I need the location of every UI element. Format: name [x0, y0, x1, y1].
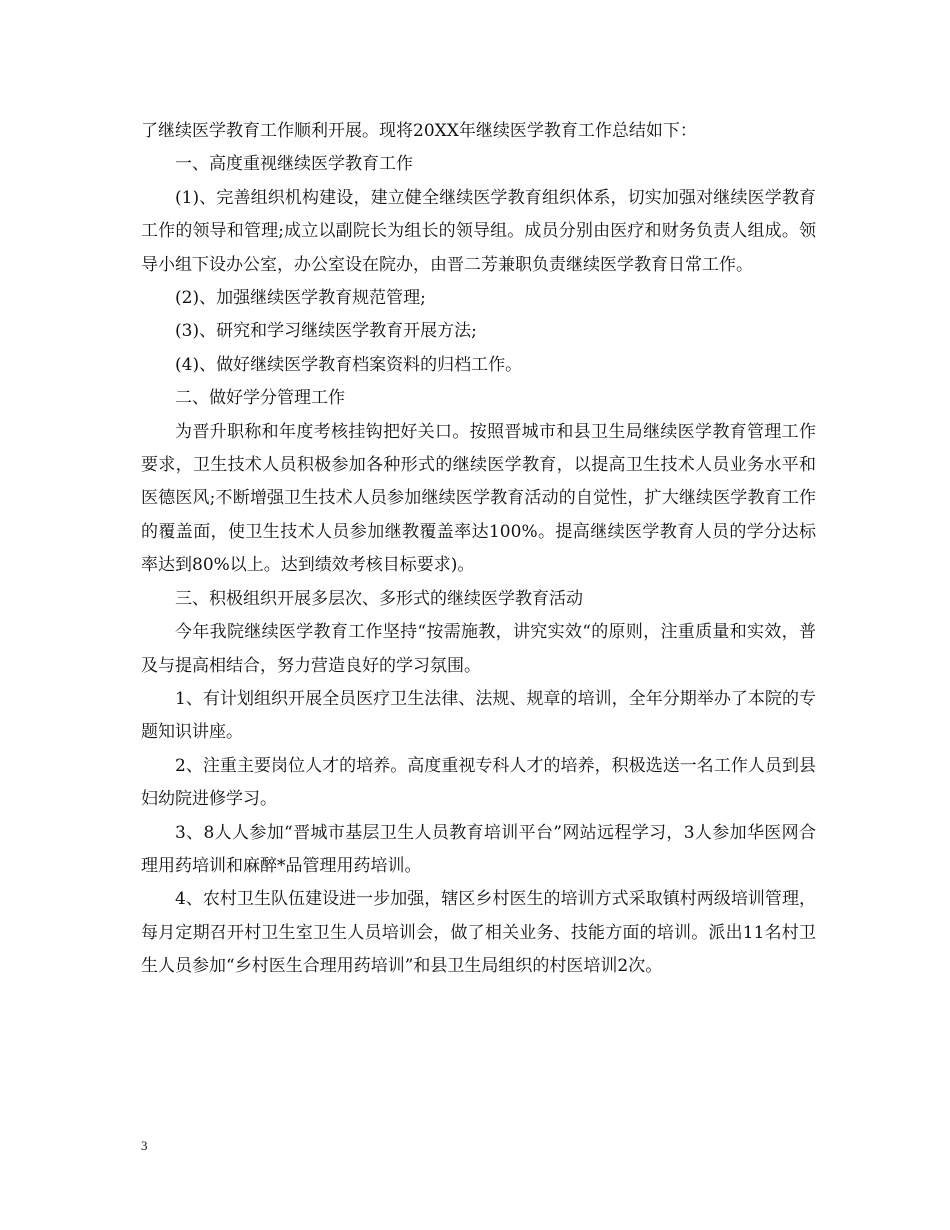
paragraph-item-1: (1)、完善组织机构建设，建立健全继续医学教育组织体系，切实加强对继续医学教育工作的领导和管理;成立以副院长为组长的领导组。成员分别由医疗和财务负责人组成。领导小组下设办公室，办公室设在院办，由晋二芳兼职负责继续医学教育日常工作。: [141, 187, 816, 275]
paragraph-item-4: (4)、做好继续医学教育档案资料的归档工作。: [175, 354, 523, 375]
paragraph-item-2: (2)、加强继续医学教育规范管理;: [175, 288, 426, 309]
paragraph-activity-3: 3、8人人参加“晋城市基层卫生人员教育培训平台”网站远程学习，3人参加华医网合理用药培训和麻醉*品管理用药培训。: [141, 822, 816, 876]
paragraph-intro: 了继续医学教育工作顺利开展。现将20XX年继续医学教育工作总结如下：: [141, 121, 697, 141]
section-heading-2: 二、做好学分管理工作: [175, 388, 345, 409]
section-heading-1: 一、高度重视继续医学教育工作: [175, 154, 413, 175]
paragraph-activity-4: 4、农村卫生队伍建设进一步加强，辖区乡村医生的培训方式采取镇村两级培训管理，每月定期召开村卫生室卫生人员培训会，做了相关业务、技能方面的培训。派出11名村卫生人员参加“乡村医生合理用药培训”和县卫生局组织的村医培训2次。: [141, 889, 816, 977]
page-number: 3: [141, 1138, 148, 1153]
paragraph-credit-management: 为晋升职称和年度考核挂钩把好关口。按照晋城市和县卫生局继续医学教育管理工作要求，卫生技术人员积极参加各种形式的继续医学教育，以提高卫生技术人员业务水平和医德医风;不断增强卫生技术人员参加继续医学教育活动的自觉性，扩大继续医学教育工作的覆盖面，使卫生技术人员参加继教覆盖率达100%。提高继续医学教育人员的学分达标率达到80%以上。达到绩效考核目标要求)。: [141, 421, 816, 576]
paragraph-item-3: (3)、研究和学习继续医学教育开展方法;: [175, 321, 477, 342]
paragraph-activity-1: 1、有计划组织开展全员医疗卫生法律、法规、规章的培训，全年分期举办了本院的专题知识讲座。: [141, 688, 816, 743]
paragraph-activity-2: 2、注重主要岗位人才的培养。高度重视专科人才的培养，积极选送一名工作人员到县妇幼院进修学习。: [141, 755, 816, 810]
section-heading-3: 三、积极组织开展多层次、多形式的继续医学教育活动: [175, 588, 583, 609]
paragraph-principle: 今年我院继续医学教育工作坚持“按需施教，讲究实效“的原则，注重质量和实效，普及与提高相结合，努力营造良好的学习氛围。: [141, 622, 816, 676]
document-body: [141, 115, 816, 984]
